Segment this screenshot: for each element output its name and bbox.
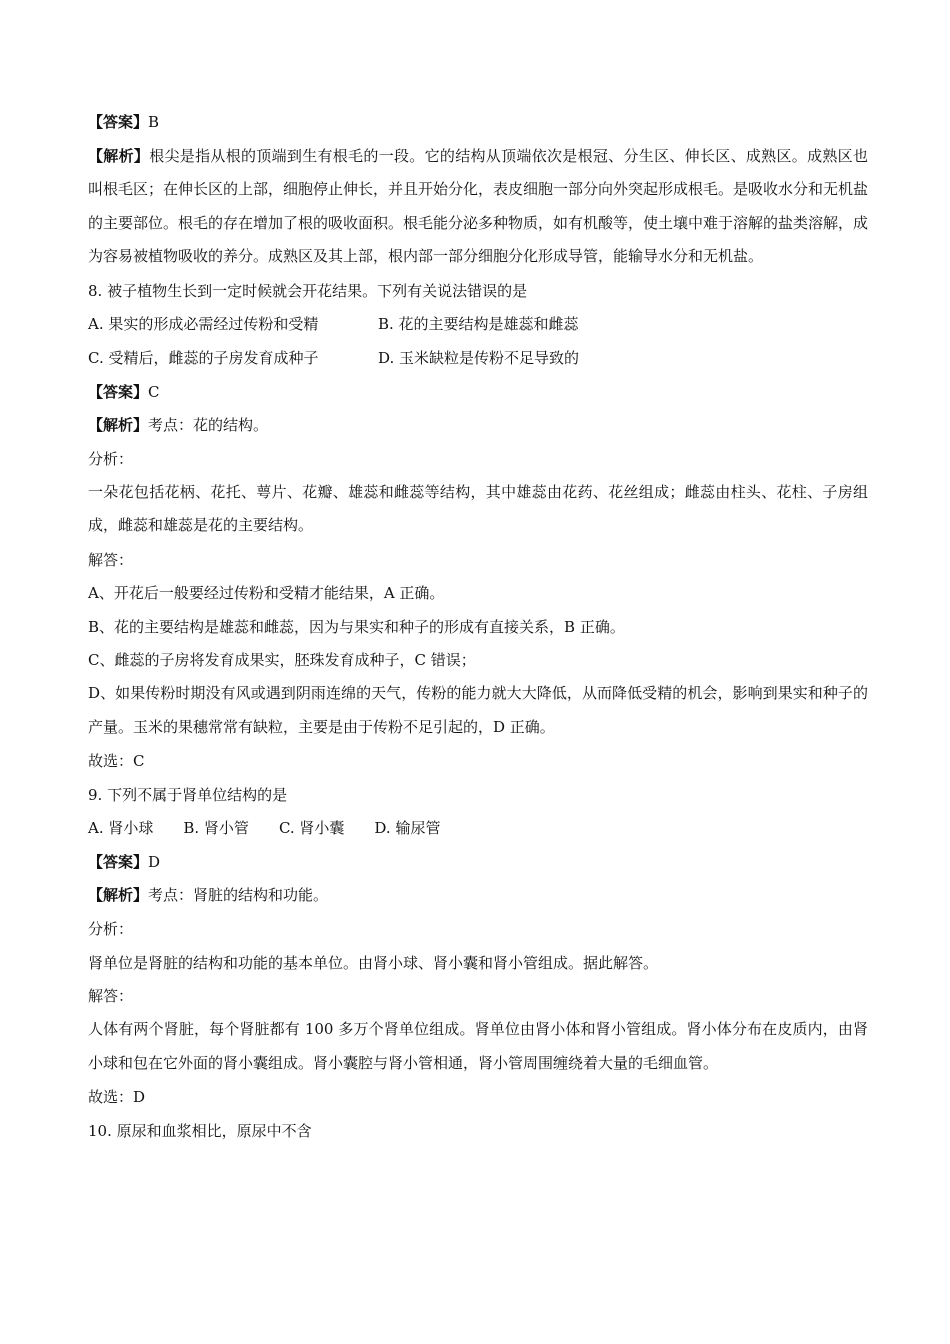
q8-guxuan: 故选：C: [88, 752, 145, 771]
kaodian-text: 考点：花的结构。: [148, 416, 269, 435]
q8-jieda-b: B、花的主要结构是雄蕊和雌蕊，因为与果实和种子的形成有直接关系，B 正确。: [88, 617, 625, 636]
q8-answer: [88, 382, 868, 402]
answer-value: D: [148, 852, 161, 871]
q8-jieda-label: 解答：: [88, 550, 134, 569]
kaodian-text: 考点：肾脏的结构和功能。: [148, 886, 329, 905]
analysis-text: 根尖是指从根的顶端到生有根毛的一段。它的结构从顶端依次是根冠、分生区、伸长区、成熟区。成熟区也叫根毛区；在伸长区的上部，细胞停止伸长，并且开始分化，表皮细胞一部分向外突起形成根毛。是吸收水分和无机盐的主要部位。根毛的存在增加了根的吸收面积。根毛能分泌多种物质，如有机酸等，使土壤中难于溶解的盐类溶解，成为容易被植物吸收的养分。成熟区及其上部，根内部一部分细胞分化形成导管，能输导水分和无机盐。: [88, 146, 869, 266]
document-page: [88, 112, 868, 1154]
q9-jieda-text: 人体有两个肾脏，每个肾脏都有 100 多万个肾单位组成。肾单位由肾小体和肾小管组成。肾小体分布在皮质内，由肾小球和包在它外面的肾小囊组成。肾小囊腔与肾小管相通，肾小管周围缠绕着大量的毛细血管。: [88, 1020, 868, 1072]
analysis-tag: 【解析】: [88, 146, 150, 165]
q8-analysis: [88, 415, 868, 435]
q8-option-d: D. 玉米缺粒是传粉不足导致的: [378, 348, 580, 367]
q8-fenxi-text: 一朵花包括花柄、花托、萼片、花瓣、雄蕊和雌蕊等结构，其中雄蕊由花药、花丝组成；雌蕊由柱头、花柱、子房组成，雌蕊和雄蕊是花的主要结构。: [88, 482, 868, 535]
answer-value: B: [148, 113, 160, 131]
analysis-tag: 【解析】: [88, 416, 149, 435]
q8-option-b: B. 花的主要结构是雄蕊和雌蕊: [378, 315, 579, 334]
q8-stem: 8. 被子植物生长到一定时候就会开花结果。下列有关说法错误的是: [88, 281, 528, 300]
q8-jieda-c: C、雌蕊的子房将发育成果实，胚珠发育成种子，C 错误；: [88, 651, 476, 670]
analysis-tag: 【解析】: [88, 886, 149, 905]
answer-tag: 【答案】: [88, 852, 149, 871]
q9-jieda-label: 解答：: [88, 987, 134, 1006]
q10-stem: 10. 原尿和血浆相比，原尿中不含: [88, 1121, 312, 1140]
answer-tag: 【答案】: [88, 382, 149, 401]
q7-analysis: [88, 140, 868, 274]
q9-options: [88, 818, 868, 838]
q8-jieda-d: D、如果传粉时期没有风或遇到阴雨连绵的天气，传粉的能力就大大降低，从而降低受精的机会，影响到果实和种子的产量。玉米的果穗常常有缺粒，主要是由于传粉不足引起的，D 正确。: [88, 684, 868, 736]
q9-answer: [88, 852, 868, 872]
q9-option-b: B. 肾小管: [183, 819, 249, 838]
q9-stem: 9. 下列不属于肾单位结构的是: [88, 785, 288, 804]
q8-option-c: C. 受精后，雌蕊的子房发育成种子: [88, 348, 319, 367]
q9-fenxi-label: 分析：: [88, 920, 134, 939]
q9-option-a: A. 肾小球: [88, 819, 154, 838]
q7-answer: [88, 112, 868, 132]
answer-value: C: [148, 382, 160, 401]
q8-option-a: A. 果实的形成必需经过传粉和受精: [88, 315, 319, 334]
q9-guxuan: 故选：D: [88, 1088, 146, 1107]
q9-fenxi-text: 肾单位是肾脏的结构和功能的基本单位。由肾小球、肾小囊和肾小管组成。据此解答。: [88, 953, 659, 972]
q8-options-row-1: [88, 314, 868, 334]
q9-option-d: D. 输尿管: [374, 819, 441, 838]
answer-tag: 【答案】: [88, 113, 149, 131]
q9-option-c: C. 肾小囊: [278, 819, 345, 838]
q8-jieda-a: A、开花后一般要经过传粉和受精才能结果，A 正确。: [88, 584, 445, 603]
q9-analysis: [88, 885, 868, 905]
q8-options-row-2: [88, 348, 868, 368]
q8-fenxi-label: 分析：: [88, 449, 134, 468]
